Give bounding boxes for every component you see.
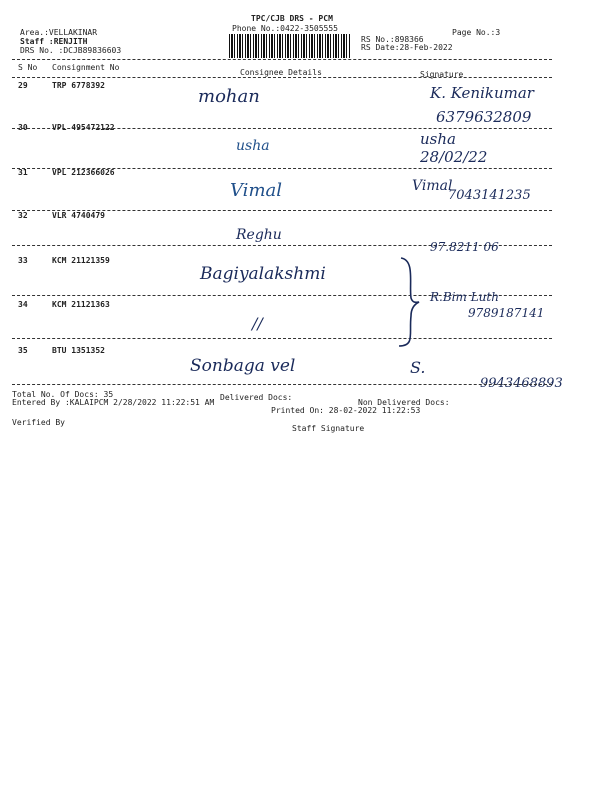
row-consignment: VLR 4740479: [52, 211, 105, 220]
row-consignment: VPL 495472122: [52, 123, 115, 132]
column-header-signature: Signature: [420, 70, 464, 79]
area-label: Area.:VELLAKINAR: [20, 28, 98, 37]
total-docs: Total No. Of Docs: 35: [12, 390, 114, 399]
phone-handwriting: 6379632809: [436, 108, 532, 126]
non-delivered-docs: Non Delivered Docs:: [358, 398, 450, 407]
bracket-mark: [395, 254, 425, 350]
consignee-handwriting: //: [252, 314, 263, 333]
signature-handwriting: K. Kenikumar: [430, 84, 534, 102]
row-sno: 31: [18, 168, 28, 177]
row-consignment: KCM 21121363: [52, 300, 110, 309]
rs-number: RS No.:898366: [361, 35, 424, 44]
document-title: TPC/CJB DRS - PCM: [251, 14, 333, 23]
drs-number: DRS No. :DCJB89836603: [20, 46, 122, 55]
entered-by: Entered By :KALAIPCM 2/28/2022 11:22:51 AM: [12, 398, 215, 407]
row-consignment: KCM 21121359: [52, 256, 110, 265]
page-number: Page No.:3: [452, 28, 501, 37]
printed-on: Printed On: 28-02-2022 11:22:53: [271, 406, 421, 415]
row-sno: 29: [18, 81, 28, 90]
group-signature-line1: 97.8211 06: [430, 240, 499, 254]
column-header-consignee: Consignee Details: [240, 68, 322, 77]
staff-label: Staff :RENJITH: [20, 37, 88, 46]
column-header-sno: S No: [18, 63, 38, 72]
row-sno: 33: [18, 256, 28, 265]
verified-by: Verified By: [12, 418, 65, 427]
row-consignment: TRP 6778392: [52, 81, 105, 90]
row-sno: 32: [18, 211, 28, 220]
group-signature-name: R.Bim Luth: [430, 290, 499, 304]
column-header-consignment: Consignment No: [52, 63, 120, 72]
row-divider: [12, 338, 552, 339]
consignee-handwriting: mohan: [198, 86, 260, 107]
signature-handwriting: Vimal: [412, 178, 453, 194]
phone-number: Phone No.:0422-3505555: [232, 24, 338, 33]
phone-handwriting: 28/02/22: [420, 148, 488, 166]
row-sno: 35: [18, 346, 28, 355]
row-sno: 30: [18, 123, 28, 132]
header-rule-top: [12, 59, 552, 60]
consignee-handwriting: Bagiyalakshmi: [200, 264, 326, 284]
rs-date: RS Date:28-Feb-2022: [361, 43, 453, 52]
header-rule-bottom: [12, 77, 552, 78]
consignee-handwriting: Vimal: [230, 180, 282, 201]
delivered-docs: Delivered Docs:: [220, 393, 293, 402]
staff-signature: Staff Signature: [292, 424, 365, 433]
phone-handwriting: 9943468893: [480, 376, 563, 391]
row-sno: 34: [18, 300, 28, 309]
consignee-handwriting: usha: [236, 138, 270, 154]
group-signature-phone: 9789187141: [468, 306, 545, 320]
barcode: [229, 34, 351, 58]
consignee-handwriting: Sonbaga vel: [190, 356, 296, 376]
signature-handwriting: usha: [420, 130, 456, 148]
phone-handwriting: 7043141235: [448, 188, 531, 203]
row-divider: [12, 384, 552, 385]
row-consignment: VPL 212366026: [52, 168, 115, 177]
consignee-handwriting: Reghu: [236, 227, 282, 243]
signature-handwriting: S.: [410, 358, 426, 377]
row-consignment: BTU 1351352: [52, 346, 105, 355]
